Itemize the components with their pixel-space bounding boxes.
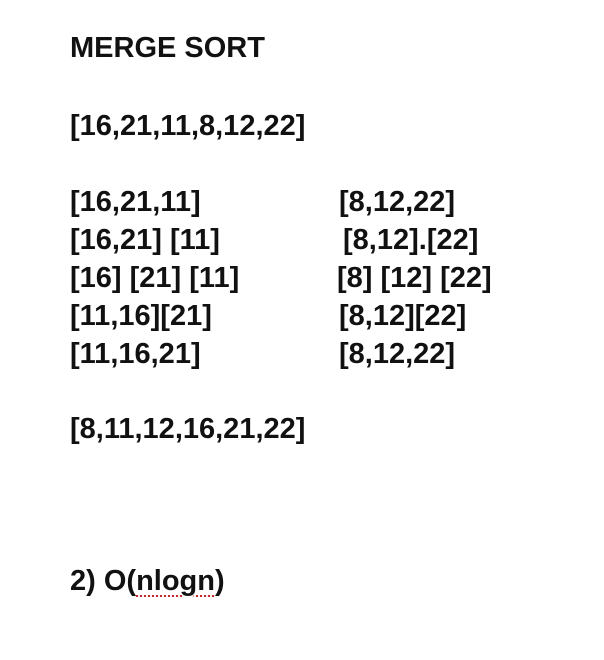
left-step-5: [11,16,21] <box>70 338 201 370</box>
sorted-result: [8,11,12,16,21,22] <box>70 413 306 445</box>
input-array: [16,21,11,8,12,22] <box>70 110 306 142</box>
right-step-4: [8,12][22] <box>339 300 467 332</box>
right-step-3: [8] [12] [22] <box>337 262 492 294</box>
answer-suffix: ) <box>214 565 225 597</box>
spellcheck-flagged-word: nlogn <box>136 565 215 597</box>
left-step-3: [16] [21] [11] <box>70 262 240 294</box>
answer-prefix: 2) O( <box>70 565 137 597</box>
right-step-2: [8,12].[22] <box>343 224 479 256</box>
left-step-4: [11,16][21] <box>70 300 212 332</box>
left-step-1: [16,21,11] <box>70 186 201 218</box>
right-step-1: [8,12,22] <box>339 186 456 218</box>
complexity-answer <box>70 567 225 596</box>
right-step-5: [8,12,22] <box>339 338 456 370</box>
left-step-2: [16,21] [11] <box>70 224 220 256</box>
page-title: MERGE SORT <box>70 32 265 64</box>
